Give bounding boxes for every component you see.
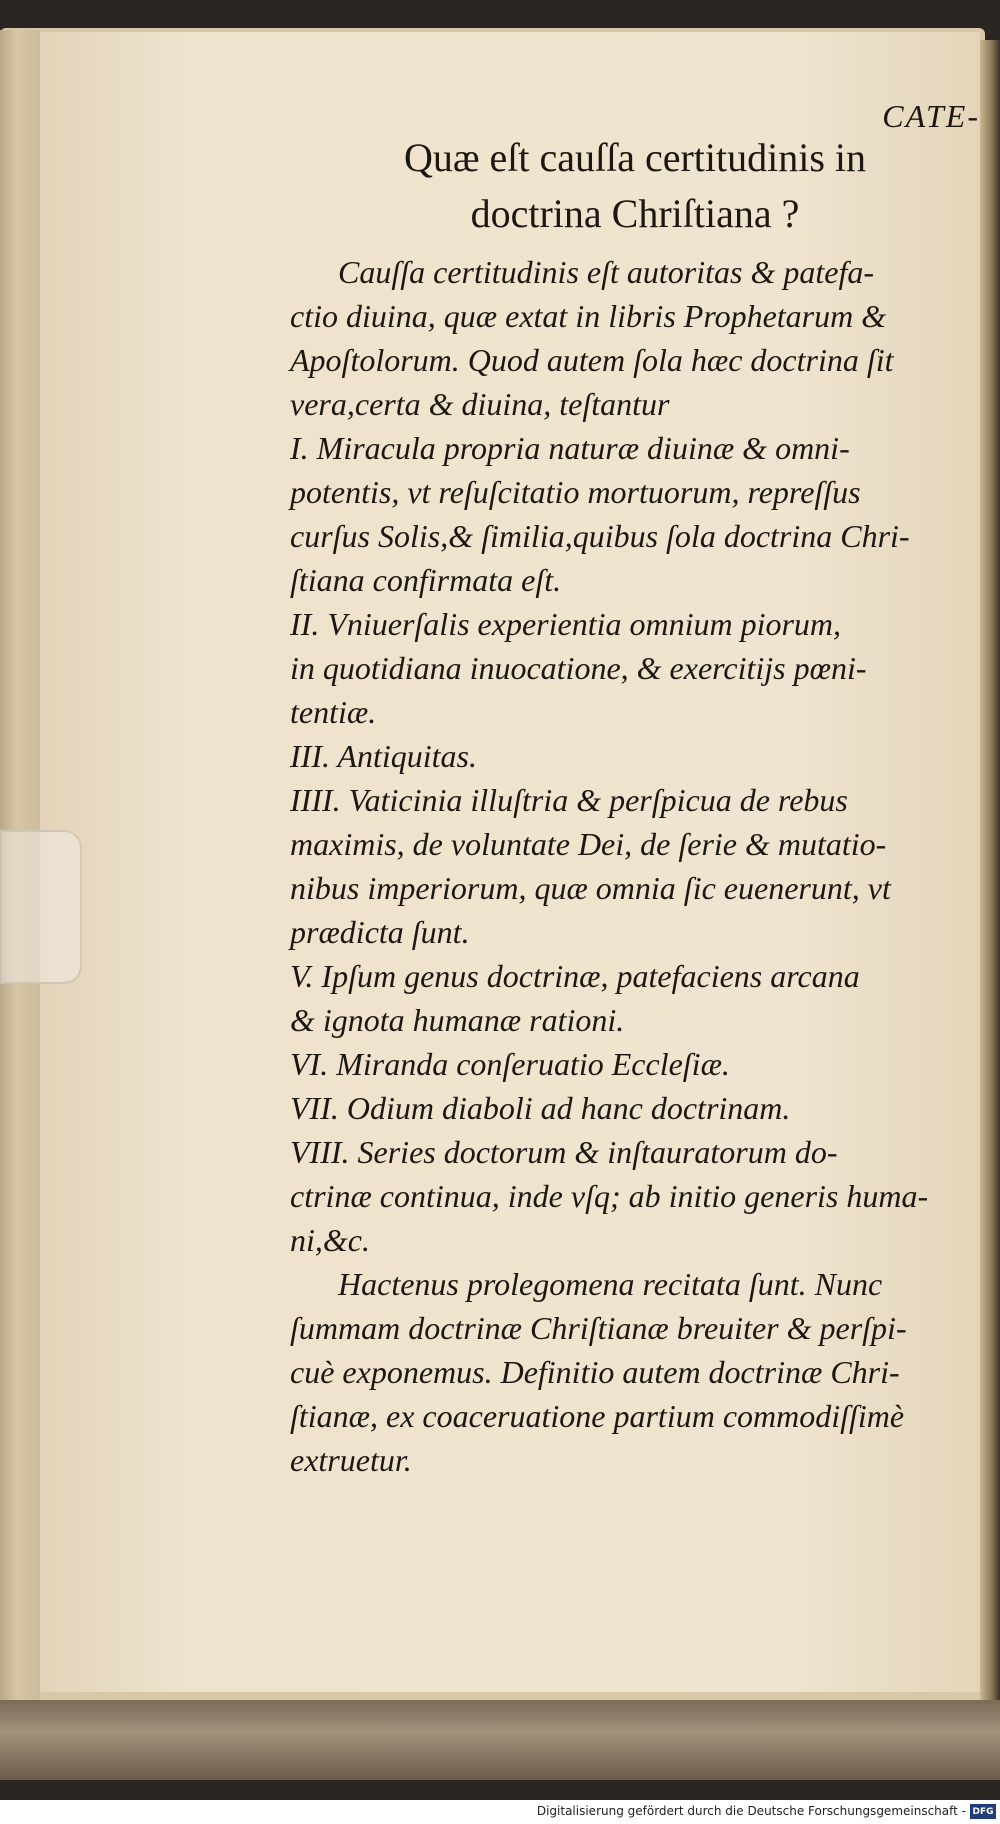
text-line: prædicta ſunt.	[290, 914, 470, 950]
text-line: & ignota humanæ rationi.	[290, 1002, 625, 1038]
text-line: Hactenus prolegomena recitata ſunt. Nunc	[338, 1266, 883, 1302]
text-line: VII. Odium diaboli ad hanc doctrinam.	[290, 1090, 791, 1126]
text-line: cuè exponemus. Definitio autem doctrinæ Chri-	[290, 1354, 900, 1390]
question-heading	[290, 130, 980, 242]
text-line: ſtianæ, ex coaceruatione partium commodiſſimè	[290, 1398, 905, 1434]
text-line: VIII. Series doctorum & inſtauratorum do-	[290, 1134, 838, 1170]
book-spine	[980, 40, 1000, 1700]
text-line: in quotidiana inuocatione, & exercitijs pœni-	[290, 650, 867, 686]
text-line: ſtiana confirmata eſt.	[290, 562, 562, 598]
footer-credit: Digitalisierung gefördert durch die Deutsche Forschungsgemeinschaft -	[536, 1804, 966, 1818]
footer-bar	[0, 1800, 1000, 1824]
text-line: potentis, vt reſuſcitatio mortuorum, repreſſus	[290, 474, 861, 510]
text-line: extruetur.	[290, 1442, 412, 1478]
text-line: curſus Solis,& ſimilia,quibus ſola doctrina Chri-	[290, 518, 910, 554]
text-line: nibus imperiorum, quæ omnia ſic euenerunt, vt	[290, 870, 891, 906]
text-line: maximis, de voluntate Dei, de ſerie & mutatio-	[290, 826, 887, 862]
text-line: ctio diuina, quæ extat in libris Prophetarum &	[290, 298, 887, 334]
text-line: VI. Miranda conſeruatio Eccleſiæ.	[290, 1046, 730, 1082]
text-line: Apoſtolorum. Quod autem ſola hæc doctrina ſit	[290, 342, 894, 378]
text-line: III. Antiquitas.	[290, 738, 477, 774]
text-line: ctrinæ continua, inde vſq; ab initio generis huma-	[290, 1178, 929, 1214]
page-text	[290, 98, 980, 1482]
bookmark-tab	[0, 830, 82, 984]
dfg-logo: DFG	[970, 1804, 996, 1819]
text-line: I. Miracula propria naturæ diuinæ & omni-	[290, 430, 850, 466]
heading-line: Quæ eſt cauſſa certitudinis in	[403, 135, 867, 180]
text-line: V. Ipſum genus doctrinæ, patefaciens arcana	[290, 958, 860, 994]
text-line: II. Vniuerſalis experientia omnium piorum,	[290, 606, 842, 642]
text-line: ni,&c.	[290, 1222, 370, 1258]
book-cover-bottom	[0, 1700, 1000, 1780]
body-text	[290, 250, 980, 1482]
text-line: ſummam doctrinæ Chriſtianæ breuiter & perſpi-	[290, 1310, 907, 1346]
catchword: CATE-	[882, 98, 980, 134]
text-line: vera,certa & diuina, teſtantur	[290, 386, 670, 422]
text-line: IIII. Vaticinia illuſtria & perſpicua de rebus	[290, 782, 848, 818]
text-line: Cauſſa certitudinis eſt autoritas & patefa-	[338, 254, 874, 290]
text-line: tentiæ.	[290, 694, 377, 730]
heading-line: doctrina Chriſtiana ?	[470, 191, 800, 236]
